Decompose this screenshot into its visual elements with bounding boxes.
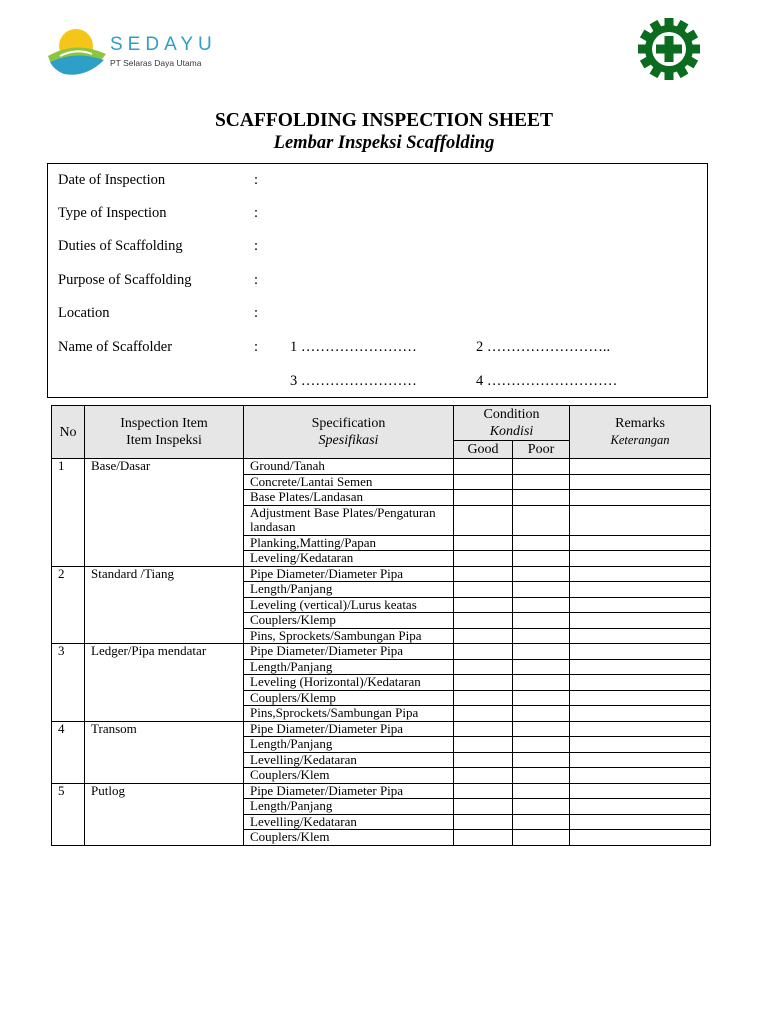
header-spec-en: Specification — [311, 416, 386, 431]
specification-cell: Leveling (vertical)/Lurus keatas — [244, 597, 454, 613]
name-of-scaffolder-field — [58, 339, 259, 356]
condition-good-cell[interactable] — [454, 613, 513, 629]
inspection-table — [51, 405, 711, 846]
condition-good-cell[interactable] — [454, 783, 513, 799]
location-field[interactable] — [58, 305, 259, 322]
condition-poor-cell[interactable] — [513, 659, 570, 675]
header-remarks-en: Remarks — [615, 416, 665, 431]
specification-cell: Levelling/Kedataran — [244, 814, 454, 830]
condition-good-cell[interactable] — [454, 628, 513, 644]
remarks-cell[interactable] — [570, 597, 711, 613]
item-number: 1 — [52, 459, 85, 567]
condition-good-cell[interactable] — [454, 814, 513, 830]
condition-good-cell[interactable] — [454, 490, 513, 506]
condition-poor-cell[interactable] — [513, 690, 570, 706]
sedayu-sun-icon — [46, 26, 108, 78]
condition-good-cell[interactable] — [454, 752, 513, 768]
condition-poor-cell[interactable] — [513, 459, 570, 475]
remarks-cell[interactable] — [570, 814, 711, 830]
condition-good-cell[interactable] — [454, 597, 513, 613]
purpose-of-scaffolding-field[interactable] — [58, 272, 259, 289]
table-row — [52, 459, 711, 475]
specification-cell: Length/Panjang — [244, 582, 454, 598]
specification-cell: Pins, Sprockets/Sambungan Pipa — [244, 628, 454, 644]
remarks-cell[interactable] — [570, 613, 711, 629]
date-of-inspection-field[interactable] — [58, 172, 259, 189]
condition-good-cell[interactable] — [454, 459, 513, 475]
inspection-info-box — [47, 163, 708, 398]
remarks-cell[interactable] — [570, 628, 711, 644]
remarks-cell[interactable] — [570, 644, 711, 660]
specification-cell: Couplers/Klem — [244, 768, 454, 784]
remarks-cell[interactable] — [570, 535, 711, 551]
condition-poor-cell[interactable] — [513, 783, 570, 799]
remarks-cell[interactable] — [570, 737, 711, 753]
condition-poor-cell[interactable] — [513, 752, 570, 768]
inspection-item: Standard /Tiang — [85, 566, 244, 644]
remarks-cell[interactable] — [570, 690, 711, 706]
header-spec-id: Spesifikasi — [318, 433, 379, 448]
condition-poor-cell[interactable] — [513, 675, 570, 691]
table-row — [52, 566, 711, 582]
remarks-cell[interactable] — [570, 582, 711, 598]
specification-cell: Ground/Tanah — [244, 459, 454, 475]
condition-good-cell[interactable] — [454, 721, 513, 737]
specification-cell: Leveling/Kedataran — [244, 551, 454, 567]
remarks-cell[interactable] — [570, 490, 711, 506]
remarks-cell[interactable] — [570, 675, 711, 691]
condition-good-cell[interactable] — [454, 566, 513, 582]
remarks-cell[interactable] — [570, 551, 711, 567]
scaffolder-slot-2[interactable]: 2 …………………….. — [476, 339, 611, 355]
condition-poor-cell[interactable] — [513, 737, 570, 753]
specification-cell: Pipe Diameter/Diameter Pipa — [244, 566, 454, 582]
condition-good-cell[interactable] — [454, 535, 513, 551]
remarks-cell[interactable] — [570, 799, 711, 815]
specification-cell: Levelling/Kedataran — [244, 752, 454, 768]
header-no: No — [52, 406, 85, 459]
field-label: Purpose of Scaffolding — [58, 272, 192, 288]
header-inspection-item — [85, 406, 244, 459]
remarks-cell[interactable] — [570, 474, 711, 490]
specification-cell: Leveling (Horizontal)/Kedataran — [244, 675, 454, 691]
field-label: Type of Inspection — [58, 205, 167, 221]
specification-cell: Couplers/Klemp — [244, 613, 454, 629]
condition-good-cell[interactable] — [454, 505, 513, 535]
field-label: Location — [58, 305, 110, 321]
table-row — [52, 644, 711, 660]
remarks-cell[interactable] — [570, 505, 711, 535]
condition-poor-cell[interactable] — [513, 597, 570, 613]
condition-good-cell[interactable] — [454, 690, 513, 706]
specification-cell: Length/Panjang — [244, 799, 454, 815]
condition-good-cell[interactable] — [454, 675, 513, 691]
condition-poor-cell[interactable] — [513, 799, 570, 815]
remarks-cell[interactable] — [570, 768, 711, 784]
header-condition-id: Kondisi — [489, 424, 534, 439]
condition-poor-cell[interactable] — [513, 830, 570, 846]
header-remarks-id: Keterangan — [610, 433, 670, 447]
field-colon: : — [254, 339, 259, 355]
condition-poor-cell[interactable] — [513, 582, 570, 598]
condition-poor-cell[interactable] — [513, 551, 570, 567]
inspection-item: Transom — [85, 721, 244, 783]
header-poor: Poor — [513, 441, 570, 459]
safety-cross-gear-icon — [636, 18, 702, 80]
item-number: 3 — [52, 644, 85, 722]
condition-poor-cell[interactable] — [513, 768, 570, 784]
specification-cell: Couplers/Klemp — [244, 690, 454, 706]
condition-good-cell[interactable] — [454, 551, 513, 567]
field-label: Name of Scaffolder — [58, 339, 173, 355]
table-row — [52, 721, 711, 737]
header-condition-en: Condition — [483, 407, 540, 422]
item-number: 5 — [52, 783, 85, 845]
condition-good-cell[interactable] — [454, 582, 513, 598]
header-specification — [244, 406, 454, 459]
specification-cell: Adjustment Base Plates/Pengaturan landasan — [244, 505, 454, 535]
specification-cell: Base Plates/Landasan — [244, 490, 454, 506]
header-item-en: Inspection Item — [120, 416, 208, 431]
condition-good-cell[interactable] — [454, 830, 513, 846]
sedayu-logo — [46, 26, 236, 82]
condition-poor-cell[interactable] — [513, 721, 570, 737]
specification-cell: Length/Panjang — [244, 737, 454, 753]
scaffolder-slot-4[interactable]: 4 ……………………… — [476, 373, 618, 389]
condition-good-cell[interactable] — [454, 737, 513, 753]
item-number: 4 — [52, 721, 85, 783]
brand-name: SEDAYU — [110, 34, 217, 55]
specification-cell: Pins,Sprockets/Sambungan Pipa — [244, 706, 454, 722]
specification-cell: Pipe Diameter/Diameter Pipa — [244, 721, 454, 737]
specification-cell: Planking,Matting/Papan — [244, 535, 454, 551]
item-number: 2 — [52, 566, 85, 644]
table-row — [52, 783, 711, 799]
inspection-item: Base/Dasar — [85, 459, 244, 567]
specification-cell: Length/Panjang — [244, 659, 454, 675]
condition-poor-cell[interactable] — [513, 613, 570, 629]
field-colon: : — [254, 305, 259, 321]
inspection-item: Ledger/Pipa mendatar — [85, 644, 244, 722]
header-good: Good — [454, 441, 513, 459]
specification-cell: Pipe Diameter/Diameter Pipa — [244, 783, 454, 799]
condition-poor-cell[interactable] — [513, 628, 570, 644]
condition-good-cell[interactable] — [454, 768, 513, 784]
remarks-cell[interactable] — [570, 830, 711, 846]
page-title: SCAFFOLDING INSPECTION SHEET — [214, 110, 554, 131]
specification-cell: Couplers/Klem — [244, 830, 454, 846]
specification-cell: Concrete/Lantai Semen — [244, 474, 454, 490]
condition-good-cell[interactable] — [454, 659, 513, 675]
condition-poor-cell[interactable] — [513, 490, 570, 506]
condition-poor-cell[interactable] — [513, 644, 570, 660]
condition-poor-cell[interactable] — [513, 474, 570, 490]
remarks-cell[interactable] — [570, 459, 711, 475]
page-subtitle: Lembar Inspeksi Scaffolding — [273, 133, 495, 153]
remarks-cell[interactable] — [570, 783, 711, 799]
condition-poor-cell[interactable] — [513, 566, 570, 582]
condition-poor-cell[interactable] — [513, 535, 570, 551]
specification-cell: Pipe Diameter/Diameter Pipa — [244, 644, 454, 660]
type-of-inspection-field[interactable] — [58, 205, 259, 222]
condition-good-cell[interactable] — [454, 799, 513, 815]
scaffolder-slot-1[interactable]: 1 …………………… — [290, 339, 417, 355]
brand-subtitle: PT Selaras Daya Utama — [110, 58, 202, 68]
condition-poor-cell[interactable] — [513, 814, 570, 830]
duties-of-scaffolding-field[interactable] — [58, 238, 259, 255]
remarks-cell[interactable] — [570, 721, 711, 737]
remarks-cell[interactable] — [570, 566, 711, 582]
field-label: Duties of Scaffolding — [58, 238, 183, 254]
field-colon: : — [254, 172, 259, 188]
scaffolder-slot-3[interactable]: 3 …………………… — [290, 373, 417, 389]
inspection-item: Putlog — [85, 783, 244, 845]
field-colon: : — [254, 205, 259, 221]
header-condition — [454, 406, 570, 441]
field-colon: : — [254, 238, 259, 254]
condition-good-cell[interactable] — [454, 474, 513, 490]
header-item-id: Item Inspeksi — [126, 433, 202, 448]
remarks-cell[interactable] — [570, 752, 711, 768]
field-label: Date of Inspection — [58, 172, 166, 188]
field-colon: : — [254, 272, 259, 288]
condition-good-cell[interactable] — [454, 706, 513, 722]
condition-good-cell[interactable] — [454, 644, 513, 660]
header-remarks — [570, 406, 711, 459]
condition-poor-cell[interactable] — [513, 505, 570, 535]
condition-poor-cell[interactable] — [513, 706, 570, 722]
remarks-cell[interactable] — [570, 659, 711, 675]
remarks-cell[interactable] — [570, 706, 711, 722]
